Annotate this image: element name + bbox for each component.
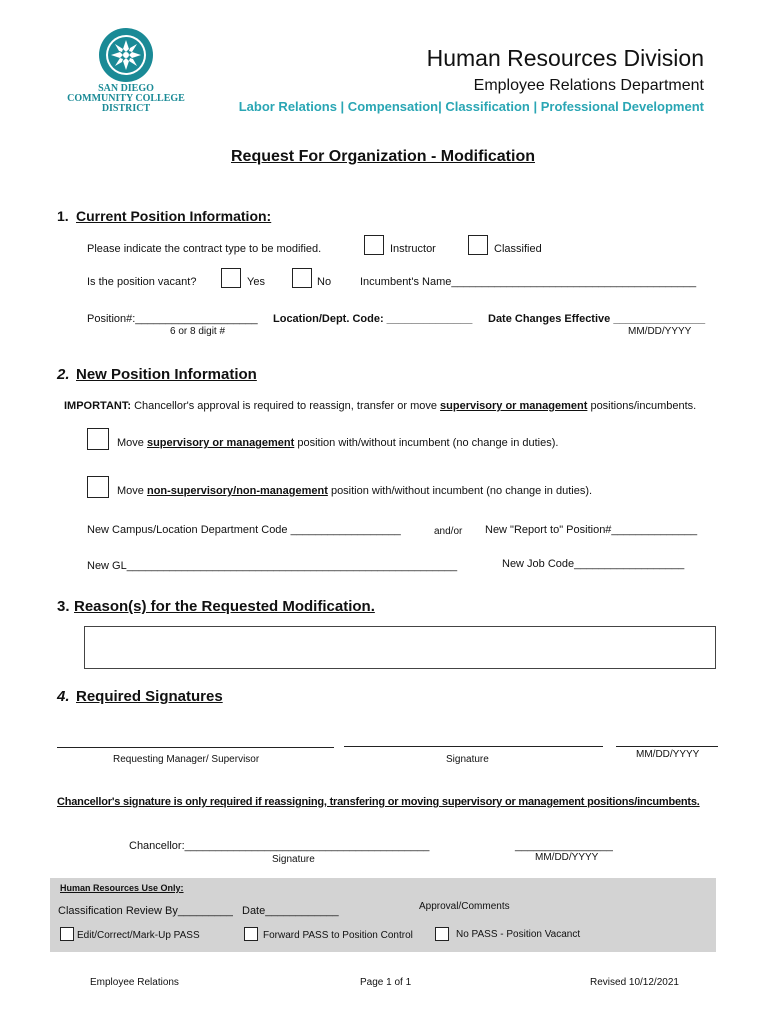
important-text-a: Chancellor's approval is required to reassign, transfer or move (131, 400, 441, 412)
footer-page: Page 1 of 1 (360, 977, 412, 988)
signature-date-caption: MM/DD/YYYY (636, 749, 700, 760)
logo-line-2: COMMUNITY COLLEGE (67, 93, 185, 104)
new-report-to-field[interactable]: New "Report to" Position#______________ (485, 524, 698, 536)
position-number-field[interactable]: Position#:____________________ (87, 313, 258, 325)
logo-line-3: DISTRICT (101, 103, 151, 114)
option1-emphasis: supervisory or management (146, 437, 295, 449)
new-gl-field[interactable]: New GL______________________________________________________ (87, 560, 458, 572)
instructor-label: Instructor (390, 243, 436, 255)
date-effective-field[interactable]: Date Changes Effective _______________ (488, 313, 706, 325)
hr-date-field[interactable]: Date____________ (242, 905, 339, 917)
department-title: Employee Relations Department (473, 77, 704, 94)
vacant-yes-checkbox[interactable] (221, 268, 241, 288)
vacant-prompt: Is the position vacant? (87, 276, 197, 288)
forward-pass-label: Forward PASS to Position Control (263, 930, 413, 941)
instructor-checkbox[interactable] (364, 235, 384, 255)
position-number-hint: 6 or 8 digit # (170, 326, 226, 337)
chancellor-signature-field[interactable]: Chancellor:________________________________________ (129, 840, 430, 852)
forward-pass-checkbox[interactable] (244, 927, 258, 941)
vacant-no-checkbox[interactable] (292, 268, 312, 288)
option2-emphasis: non-supervisory/non-management (146, 485, 328, 497)
section2-number: 2. (57, 366, 70, 383)
signature-date-line[interactable] (616, 746, 718, 747)
no-pass-checkbox[interactable] (435, 927, 449, 941)
manager-signature-line[interactable] (57, 747, 334, 748)
section1-title: Current Position Information: (76, 208, 272, 224)
hr-use-panel (50, 878, 716, 952)
section3-number: 3. (57, 598, 70, 615)
chancellor-note: Chancellor's signature is only required if reassigning, transfering or moving supervisory or management positions/incumbents. (57, 796, 700, 808)
edit-pass-label: Edit/Correct/Mark-Up PASS (77, 930, 200, 941)
approval-comments-label: Approval/Comments (419, 901, 510, 912)
move-non-supervisory-checkbox[interactable] (87, 476, 109, 498)
classified-label: Classified (494, 243, 542, 255)
section4-number: 4. (57, 688, 70, 705)
logo-line-1: SAN DIEGO (98, 83, 154, 94)
vacant-yes-label: Yes (247, 276, 265, 288)
manager-caption: Requesting Manager/ Supervisor (113, 754, 260, 765)
important-prefix: IMPORTANT: (64, 400, 132, 412)
reason-textbox[interactable] (84, 626, 716, 669)
move-supervisory-label (117, 437, 558, 449)
location-code-field[interactable]: Location/Dept. Code: ______________ (273, 313, 473, 325)
form-title: Request For Organization - Modification (231, 148, 535, 165)
hr-use-title: Human Resources Use Only: (60, 883, 184, 893)
section4-title: Required Signatures (76, 688, 223, 705)
footer-revised: Revised 10/12/2021 (590, 977, 679, 988)
chancellor-date-field[interactable]: ________________ (515, 840, 613, 852)
footer-left: Employee Relations (90, 977, 179, 988)
classification-review-field[interactable]: Classification Review By_________ (58, 905, 233, 917)
option2-b: position with/without incumbent (no change in duties). (327, 485, 593, 497)
important-note (64, 400, 696, 412)
district-seal-icon (98, 27, 154, 83)
chancellor-date-caption: MM/DD/YYYY (535, 852, 599, 863)
signature-caption: Signature (446, 754, 489, 765)
chancellor-signature-caption: Signature (272, 854, 315, 865)
header-tagline: Labor Relations | Compensation| Classification | Professional Development (238, 99, 704, 114)
move-supervisory-checkbox[interactable] (87, 428, 109, 450)
contract-type-prompt: Please indicate the contract type to be modified. (87, 243, 322, 255)
important-text-b: positions/incumbents. (587, 400, 697, 412)
no-pass-label: No PASS - Position Vacanct (456, 929, 581, 940)
option2-a: Move (117, 485, 147, 497)
important-emphasis: supervisory or management (440, 400, 588, 412)
new-job-code-field[interactable]: New Job Code__________________ (502, 558, 685, 570)
section3-title: Reason(s) for the Requested Modification. (74, 598, 375, 615)
vacant-no-label: No (317, 276, 332, 288)
date-effective-hint: MM/DD/YYYY (628, 326, 692, 337)
and-or-label: and/or (434, 526, 463, 537)
section1-number: 1. (57, 208, 69, 224)
division-title: Human Resources Division (426, 45, 704, 71)
option1-a: Move (117, 437, 147, 449)
classified-checkbox[interactable] (468, 235, 488, 255)
new-campus-code-field[interactable]: New Campus/Location Department Code __________________ (87, 524, 401, 536)
section2-title: New Position Information (76, 366, 257, 383)
signature-line[interactable] (344, 746, 603, 747)
option1-b: position with/without incumbent (no change in duties). (294, 437, 559, 449)
move-non-supervisory-label (117, 485, 592, 497)
edit-pass-checkbox[interactable] (60, 927, 74, 941)
incumbent-name-field[interactable]: Incumbent's Name________________________________________ (360, 276, 697, 288)
